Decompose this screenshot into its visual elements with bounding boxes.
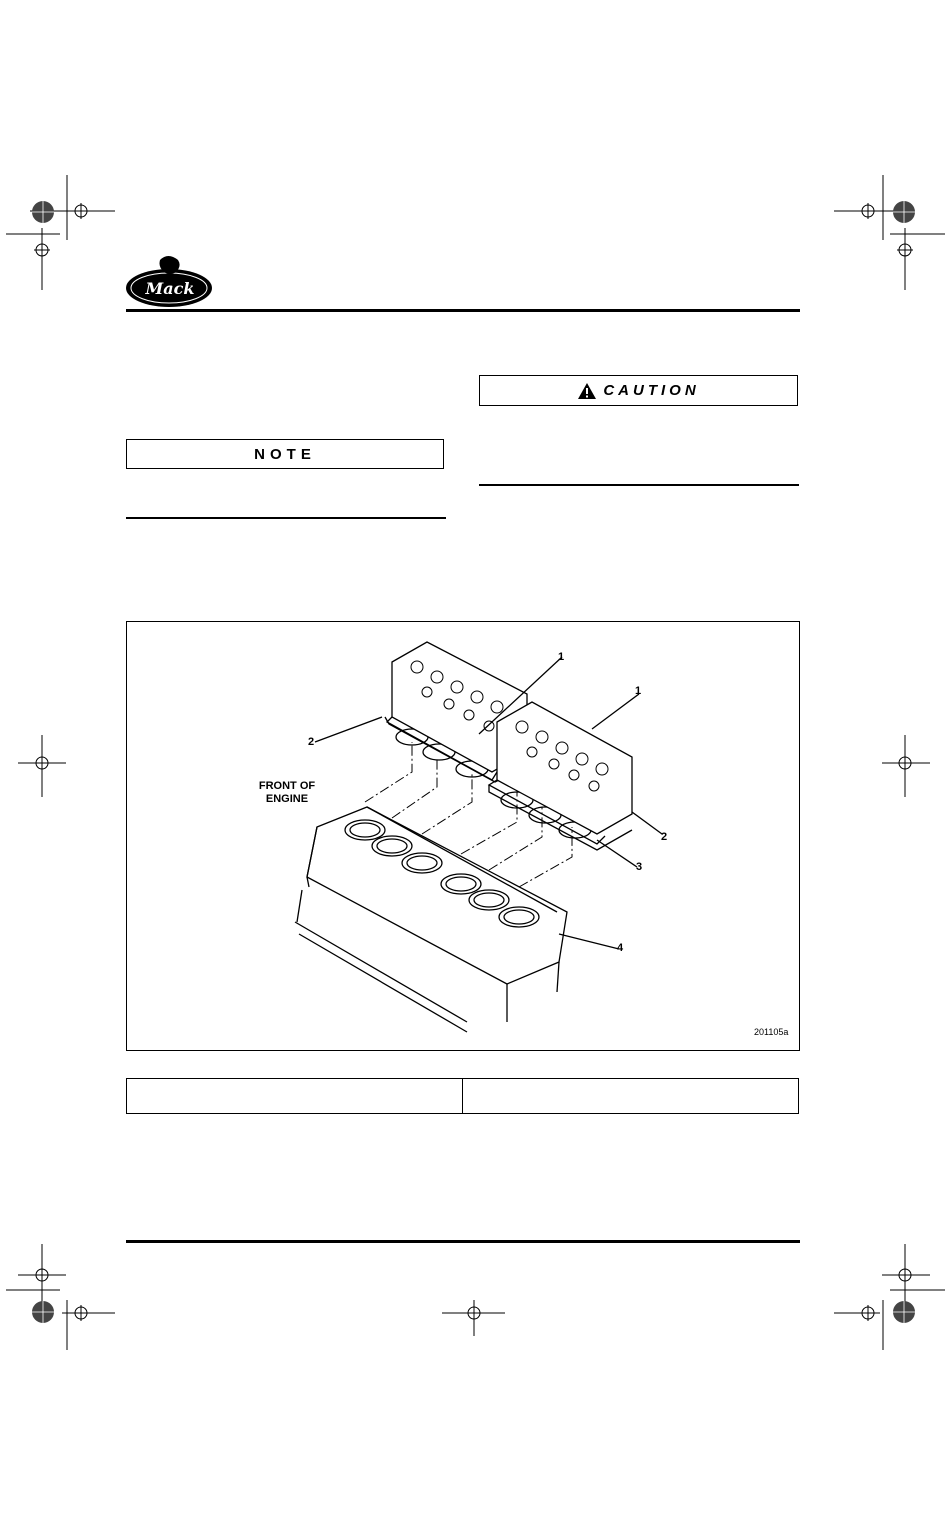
callout-2: 2	[661, 831, 668, 843]
figure-frame	[126, 621, 800, 1051]
table-cell	[127, 1079, 462, 1113]
callout-1: 1	[635, 685, 642, 697]
front-of-engine-label: FRONT OF ENGINE	[258, 780, 316, 805]
caution-end-rule	[479, 484, 799, 486]
mack-logo	[124, 250, 216, 310]
note-title: NOTE	[254, 445, 316, 463]
callout-4: 4	[617, 942, 624, 954]
table-cell	[462, 1079, 798, 1113]
note-end-rule	[126, 517, 446, 519]
warning-triangle-icon	[577, 382, 597, 400]
note-box	[126, 439, 444, 469]
logo-text: Mack	[145, 279, 195, 298]
callout-2: 2	[308, 736, 315, 748]
footer-rule	[126, 1240, 800, 1243]
data-table	[126, 1078, 799, 1114]
bulldog-logo-icon	[124, 250, 216, 310]
callout-3: 3	[636, 861, 643, 873]
header-rule	[126, 309, 800, 312]
caution-box	[479, 375, 798, 406]
callout-1: 1	[558, 651, 565, 663]
figure-id: 201105a	[754, 1027, 789, 1037]
caution-title: CAUTION	[603, 382, 700, 399]
cylinder-head-illustration	[127, 622, 799, 1050]
